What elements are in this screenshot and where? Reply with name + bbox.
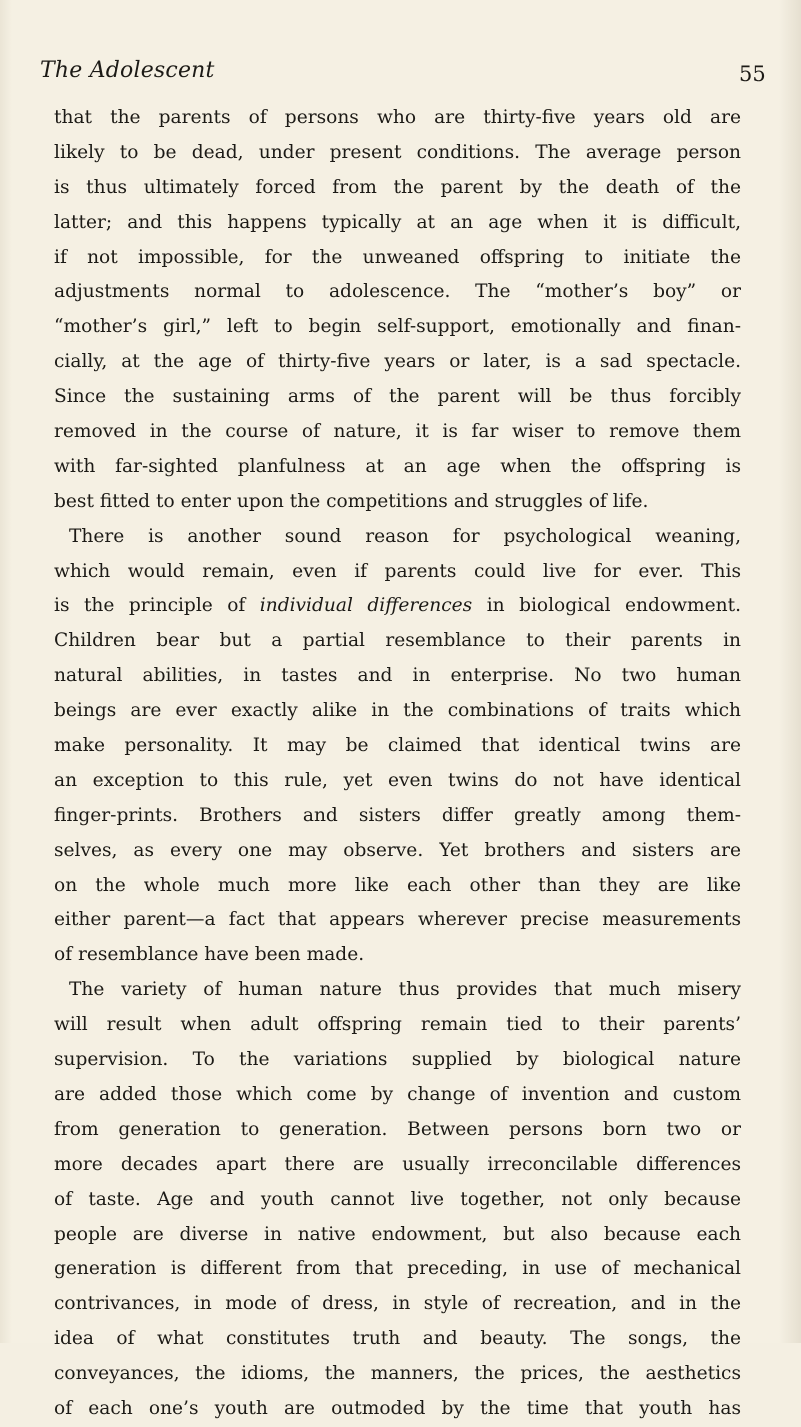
text-line: from generation to generation. Between persons born two or — [54, 1118, 741, 1140]
text-line: finger-prints. Brothers and sisters differ greatly among them- — [54, 804, 741, 826]
text-line: Children bear but a partial resemblance to their parents in — [54, 630, 741, 652]
page-edge-shadow — [0, 0, 12, 1343]
page-number: 55 — [739, 62, 766, 86]
text-line: an exception to this rule, yet even twins do not have identical — [54, 769, 741, 791]
text-line: are added those which come by change of invention and custom — [54, 1083, 741, 1105]
text-line: of resemblance have been made. — [54, 944, 365, 966]
text-segment: is the principle of — [54, 595, 260, 617]
text-line: removed in the course of nature, it is far wiser to remove them — [54, 421, 741, 443]
text-line: is thus ultimately forced from the parent by the death of the — [54, 176, 741, 198]
text-line: generation is different from that preceding, in use of mechanical — [54, 1258, 741, 1280]
text-line: There is another sound reason for psychological weaning, — [69, 525, 741, 547]
text-line: conveyances, the idioms, the manners, the prices, the aesthetics — [54, 1363, 741, 1385]
text-line: either parent—a fact that appears wherever precise measurements — [54, 909, 741, 931]
text-line: that the parents of persons who are thirty-five years old are — [54, 107, 741, 128]
body-text — [54, 101, 741, 1427]
text-line: will result when adult offspring remain tied to their parents’ — [54, 1014, 741, 1036]
text-line: selves, as every one may observe. Yet brothers and sisters are — [54, 839, 741, 861]
emphasis-text: individual differences — [259, 595, 473, 617]
binding-shadow — [779, 0, 801, 1343]
text-line: likely to be dead, under present conditions. The average person — [54, 141, 741, 163]
text-segment: in biological endowment. — [472, 595, 741, 617]
text-line: of each one’s youth are outmoded by the time that youth has — [54, 1397, 741, 1419]
text-line: idea of what constitutes truth and beauty. The songs, the — [54, 1328, 741, 1350]
text-line-with-emphasis — [54, 589, 741, 624]
text-line: Since the sustaining arms of the parent will be thus forcibly — [54, 386, 741, 408]
text-line: if not impossible, for the unweaned offspring to initiate the — [54, 246, 741, 268]
text-line: on the whole much more like each other than they are like — [54, 874, 741, 896]
text-line: “mother’s girl,” left to begin self-support, emotionally and finan- — [54, 316, 741, 338]
text-line: beings are ever exactly alike in the combinations of traits which — [54, 700, 741, 722]
text-line: cially, at the age of thirty-five years or later, is a sad spectacle. — [54, 351, 741, 373]
text-line: natural abilities, in tastes and in enterprise. No two human — [54, 665, 741, 687]
text-line: with far-sighted planfulness at an age when the offspring is — [54, 455, 741, 477]
text-line: make personality. It may be claimed that identical twins are — [54, 735, 741, 757]
text-line: best fitted to enter upon the competitions and struggles of life. — [54, 490, 649, 512]
running-title: The Adolescent — [40, 58, 215, 83]
text-line: supervision. To the variations supplied by biological nature — [54, 1049, 741, 1071]
text-line: more decades apart there are usually irreconcilable differences — [54, 1153, 741, 1175]
text-line: contrivances, in mode of dress, in style of recreation, and in the — [54, 1293, 741, 1315]
text-line: people are diverse in native endowment, but also because each — [54, 1223, 741, 1245]
text-line: latter; and this happens typically at an age when it is difficult, — [54, 211, 741, 233]
text-line: which would remain, even if parents could live for ever. This — [54, 560, 741, 582]
text-line: adjustments normal to adolescence. The “mother’s boy” or — [54, 281, 741, 303]
text-line: The variety of human nature thus provides that much misery — [69, 979, 741, 1001]
text-line: of taste. Age and youth cannot live together, not only because — [54, 1188, 741, 1210]
